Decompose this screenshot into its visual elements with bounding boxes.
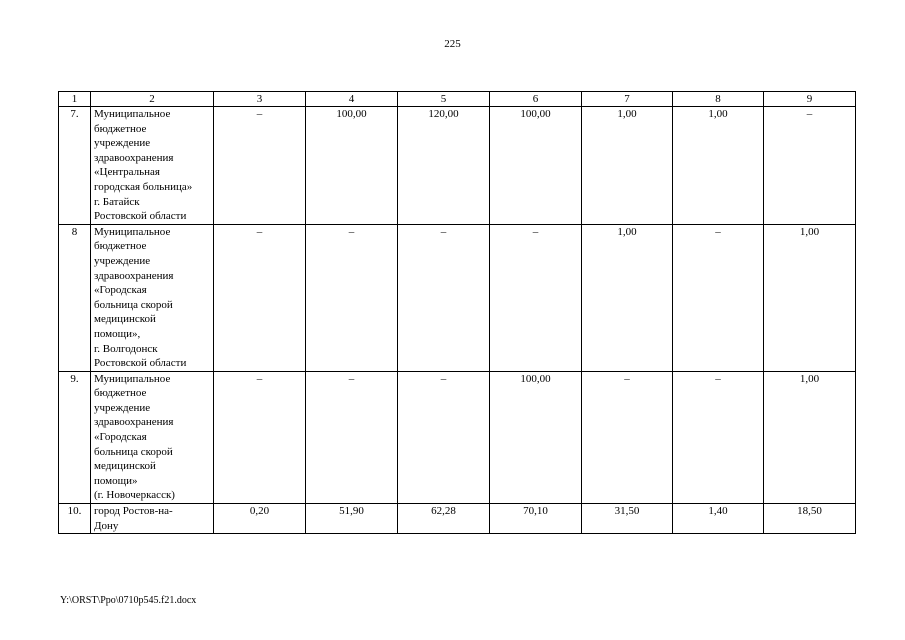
organization-name-cell	[91, 224, 214, 371]
row-number-cell: 7.	[59, 107, 91, 225]
organization-name-line: больница скорой	[94, 298, 173, 311]
organization-name-line: «Городская	[94, 284, 147, 297]
organization-name-line: (г. Новочеркасск)	[94, 489, 175, 502]
row-number-cell: 9.	[59, 371, 91, 503]
organization-name-line: Муниципальное	[94, 372, 171, 385]
value-cell: –	[673, 224, 764, 371]
value-cell: 1,00	[673, 107, 764, 225]
value-cell: –	[764, 107, 856, 225]
organization-name-line: Муниципальное	[94, 108, 171, 120]
organization-name-cell	[91, 504, 214, 534]
organization-name-line: учреждение	[94, 137, 151, 150]
organization-name-line: городская больница»	[94, 180, 193, 193]
organization-name-line: здравоохранения	[94, 151, 174, 164]
organization-name-line: медицинской	[94, 460, 156, 473]
value-cell: 1,40	[673, 504, 764, 534]
value-cell: 1,00	[764, 371, 856, 503]
value-cell: 1,00	[582, 107, 673, 225]
organization-name-line: бюджетное	[94, 387, 147, 400]
value-cell: 51,90	[306, 504, 398, 534]
table-row	[59, 107, 856, 225]
value-cell: –	[214, 371, 306, 503]
organization-name-line: город Ростов-на-	[94, 505, 173, 518]
organization-name-line: Дону	[94, 519, 119, 532]
organization-name-line: Ростовской области	[94, 210, 187, 223]
column-header: 7	[582, 92, 673, 107]
data-table	[58, 91, 856, 534]
organization-name-line: больница скорой	[94, 445, 173, 458]
value-cell: 100,00	[306, 107, 398, 225]
organization-name-line: Муниципальное	[94, 225, 171, 238]
value-cell: 120,00	[398, 107, 490, 225]
value-cell: –	[398, 224, 490, 371]
organization-name-cell	[91, 371, 214, 503]
organization-name-line: бюджетное	[94, 240, 147, 253]
value-cell: –	[582, 371, 673, 503]
column-header: 5	[398, 92, 490, 107]
table-body	[59, 107, 856, 534]
value-cell: –	[214, 224, 306, 371]
column-header: 9	[764, 92, 856, 107]
file-path-footer: Y:\ORST\Ppo\0710p545.f21.docx	[60, 595, 197, 606]
value-cell: 62,28	[398, 504, 490, 534]
organization-name-line: бюджетное	[94, 122, 147, 135]
organization-name-line: Ростовской области	[94, 357, 187, 370]
value-cell: 18,50	[764, 504, 856, 534]
value-cell: –	[490, 224, 582, 371]
page-number: 225	[444, 38, 461, 50]
organization-name-line: «Центральная	[94, 166, 160, 179]
organization-name-line: медицинской	[94, 313, 156, 326]
table-row	[59, 224, 856, 371]
column-header: 1	[59, 92, 91, 107]
column-header: 3	[214, 92, 306, 107]
table-row	[59, 504, 856, 534]
value-cell: –	[673, 371, 764, 503]
value-cell: 100,00	[490, 371, 582, 503]
value-cell: 0,20	[214, 504, 306, 534]
value-cell: 31,50	[582, 504, 673, 534]
column-header: 8	[673, 92, 764, 107]
organization-name-line: г. Волгодонск	[94, 342, 158, 355]
value-cell: 1,00	[582, 224, 673, 371]
organization-name-line: помощи»	[94, 474, 138, 487]
value-cell: –	[306, 371, 398, 503]
value-cell: 70,10	[490, 504, 582, 534]
organization-name-line: учреждение	[94, 254, 151, 267]
organization-name-line: «Городская	[94, 431, 147, 444]
organization-name-line: г. Батайск	[94, 195, 140, 208]
column-header: 6	[490, 92, 582, 107]
value-cell: –	[306, 224, 398, 371]
row-number-cell: 8	[59, 224, 91, 371]
column-header: 2	[91, 92, 214, 107]
organization-name-cell	[91, 107, 214, 225]
column-header: 4	[306, 92, 398, 107]
value-cell: 100,00	[490, 107, 582, 225]
value-cell: –	[214, 107, 306, 225]
organization-name-line: помощи»,	[94, 327, 141, 340]
row-number-cell: 10.	[59, 504, 91, 534]
table-header-row	[59, 92, 856, 107]
organization-name-line: учреждение	[94, 401, 151, 414]
value-cell: 1,00	[764, 224, 856, 371]
organization-name-line: здравоохранения	[94, 416, 174, 429]
value-cell: –	[398, 371, 490, 503]
organization-name-line: здравоохранения	[94, 269, 174, 282]
table-row	[59, 371, 856, 503]
